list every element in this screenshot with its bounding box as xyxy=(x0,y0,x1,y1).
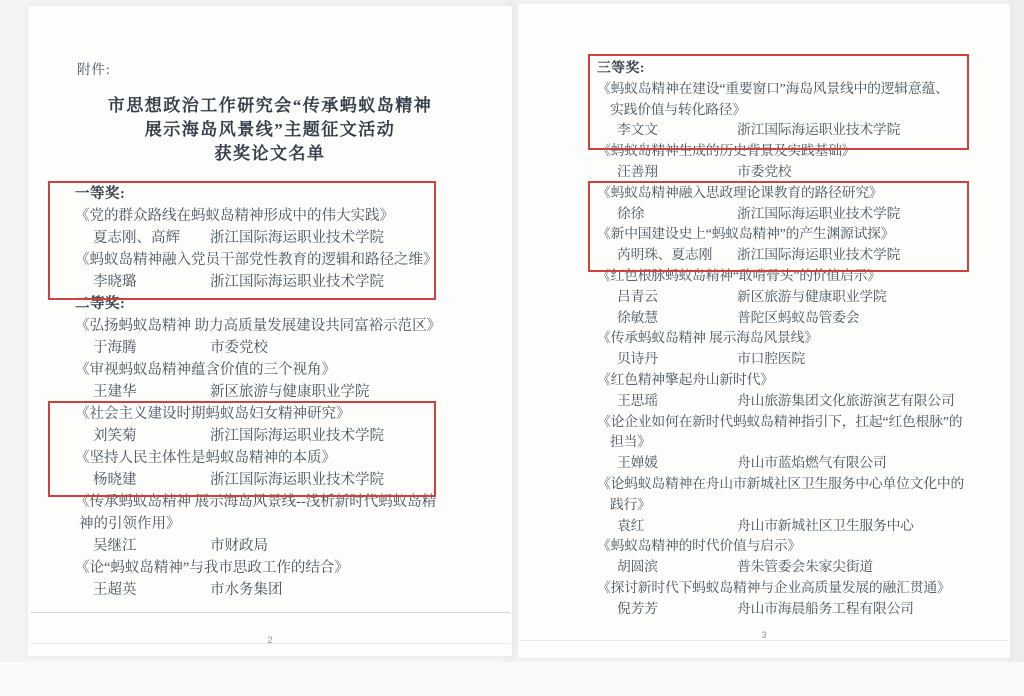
author-name: 王思瑶 xyxy=(617,392,658,408)
author-name: 胡圆滨 xyxy=(617,559,658,575)
essay-title: 《红色根脉蚂蚁岛精神“敢啃骨头”的价值启示》 xyxy=(597,267,881,283)
author-line xyxy=(597,516,964,537)
essay-title: 《社会主义建设时期蚂蚁岛妇女精神研究》 xyxy=(75,406,351,422)
author-line xyxy=(75,227,441,249)
essay-title: 《蚂蚁岛精神的时代价值与启示》 xyxy=(597,538,801,554)
essay-title: 《论企业如何在新时代蚂蚁岛精神指引下，扛起“红色根脉”的 xyxy=(597,413,963,429)
title-line-3: 获奖论文名单 xyxy=(214,144,326,163)
footer-rule xyxy=(520,640,1008,641)
author-line xyxy=(597,599,964,620)
award-header: 三等奖: xyxy=(597,60,645,75)
author-organization: 舟山旅游集团文化旅游演艺有限公司 xyxy=(737,392,955,408)
author-name: 刘笑菊 xyxy=(93,428,137,444)
author-organization: 浙江国际海运职业技术学院 xyxy=(210,472,384,488)
author-line xyxy=(75,579,441,601)
author-line xyxy=(597,557,964,578)
author-name: 贝诗丹 xyxy=(617,351,658,367)
author-name: 夏志刚、高辉 xyxy=(93,230,180,246)
essay-title: 《蚂蚁岛精神在建设“重要窗口”海岛风景线中的逻辑意蕴、 xyxy=(597,80,949,96)
essay-title: 《坚持人民主体性是蚂蚁岛精神的本质》 xyxy=(75,450,336,466)
author-name: 袁红 xyxy=(617,517,645,533)
author-line xyxy=(75,425,441,447)
essay-title: 《党的群众路线在蚂蚁岛精神形成中的伟大实践》 xyxy=(75,208,394,224)
author-organization: 市口腔医院 xyxy=(737,351,805,367)
essay-title: 《审视蚂蚁岛精神蕴含价值的三个视角》 xyxy=(75,362,336,378)
author-organization: 舟山市蓝焰燃气有限公司 xyxy=(737,455,887,471)
page-number: 3 xyxy=(761,630,767,640)
essay-title: 《论“蚂蚁岛精神”与我市思政工作的结合》 xyxy=(75,560,349,576)
essay-title: 《蚂蚁岛精神生成的历史背景及实践基础》 xyxy=(597,143,856,159)
essay-title: 《蚂蚁岛精神融入党员干部党性教育的逻辑和路径之维》 xyxy=(75,252,438,268)
author-organization: 市委党校 xyxy=(737,163,792,179)
author-organization: 普陀区蚂蚁岛管委会 xyxy=(737,309,860,325)
author-line xyxy=(597,391,964,412)
author-line xyxy=(75,381,441,403)
essay-title: 《新中国建设史上“蚂蚁岛精神”的产生渊源试探》 xyxy=(597,226,895,242)
author-name: 杨晓建 xyxy=(93,472,137,488)
essay-title-continuation: 担当》 xyxy=(610,434,651,450)
page-edge-line xyxy=(30,612,510,613)
author-organization: 浙江国际海运职业技术学院 xyxy=(737,205,901,221)
scan-bottom-area xyxy=(0,662,1024,696)
author-name: 王建华 xyxy=(93,384,137,400)
author-organization: 新区旅游与健康职业学院 xyxy=(737,288,887,304)
author-line xyxy=(75,271,441,293)
essay-title: 《蚂蚁岛精神融入思政理论课教育的路径研究》 xyxy=(597,184,883,200)
author-organization: 普朱管委会朱家尖街道 xyxy=(737,559,873,575)
author-name: 李晓璐 xyxy=(93,274,137,290)
author-line xyxy=(597,245,964,266)
essay-title: 《探讨新时代下蚂蚁岛精神与企业高质量发展的融汇贯通》 xyxy=(597,579,951,595)
essay-title: 《红色精神擎起舟山新时代》 xyxy=(597,371,774,387)
author-name: 汪善翔 xyxy=(617,163,658,179)
author-line xyxy=(597,308,964,329)
author-name: 于海腾 xyxy=(93,340,137,356)
scan-edge-shadow xyxy=(1008,0,1024,696)
author-line xyxy=(597,349,964,370)
essay-title-continuation: 实践价值与转化路径》 xyxy=(610,101,746,117)
author-line xyxy=(597,204,964,225)
author-organization: 浙江国际海运职业技术学院 xyxy=(737,122,901,138)
author-organization: 浙江国际海运职业技术学院 xyxy=(210,230,384,246)
essay-title: 《论蚂蚁岛精神在舟山市新城社区卫生服务中心单位文化中的 xyxy=(597,475,965,491)
award-header: 二等奖: xyxy=(75,296,126,312)
author-line xyxy=(75,469,441,491)
author-organization: 新区旅游与健康职业学院 xyxy=(210,384,370,400)
author-name: 王超英 xyxy=(93,582,137,598)
author-name: 李文文 xyxy=(617,122,658,138)
essay-title-continuation: 神的引领作用》 xyxy=(79,516,181,532)
author-line xyxy=(597,120,964,141)
document-title xyxy=(28,94,512,166)
page-number: 2 xyxy=(267,635,273,645)
author-line xyxy=(75,337,441,359)
author-line xyxy=(597,162,964,183)
author-name: 倪芳芳 xyxy=(617,600,658,616)
attachment-label: 附件: xyxy=(77,62,111,77)
author-organization: 浙江国际海运职业技术学院 xyxy=(210,274,384,290)
author-line xyxy=(597,287,964,308)
author-organization: 舟山市海晨船务工程有限公司 xyxy=(737,600,914,616)
author-name: 徐敏慧 xyxy=(617,309,658,325)
author-organization: 市财政局 xyxy=(210,538,268,554)
essay-title: 《传承蚂蚁岛精神 展示海岛风景线》 xyxy=(597,330,818,346)
author-line xyxy=(75,535,441,557)
title-line-1: 市思想政治工作研究会“传承蚂蚁岛精神 xyxy=(107,96,433,115)
author-organization: 市委党校 xyxy=(210,340,268,356)
page-3 xyxy=(518,4,1010,658)
author-organization: 浙江国际海运职业技术学院 xyxy=(210,428,384,444)
author-organization: 浙江国际海运职业技术学院 xyxy=(737,247,901,263)
author-name: 吕青云 xyxy=(617,288,658,304)
author-line xyxy=(597,453,964,474)
award-list-right xyxy=(597,58,964,620)
author-organization: 市水务集团 xyxy=(210,582,283,598)
essay-title: 《弘扬蚂蚁岛精神 助力高质量发展建设共同富裕示范区》 xyxy=(75,318,442,334)
page-2 xyxy=(28,6,512,656)
essay-title: 《传承蚂蚁岛精神 展示海岛风景线--浅析新时代蚂蚁岛精 xyxy=(75,494,437,510)
author-name: 吴继江 xyxy=(93,538,137,554)
author-name: 芮明珠、夏志刚 xyxy=(617,247,713,263)
author-organization: 舟山市新城社区卫生服务中心 xyxy=(737,517,914,533)
author-name: 徐徐 xyxy=(617,205,645,221)
title-line-2: 展示海岛风景线”主题征文活动 xyxy=(144,120,396,139)
essay-title-continuation: 践行》 xyxy=(610,496,651,512)
award-header: 一等奖: xyxy=(75,186,126,202)
award-list-left xyxy=(75,183,441,601)
author-name: 王婵媛 xyxy=(617,455,658,471)
